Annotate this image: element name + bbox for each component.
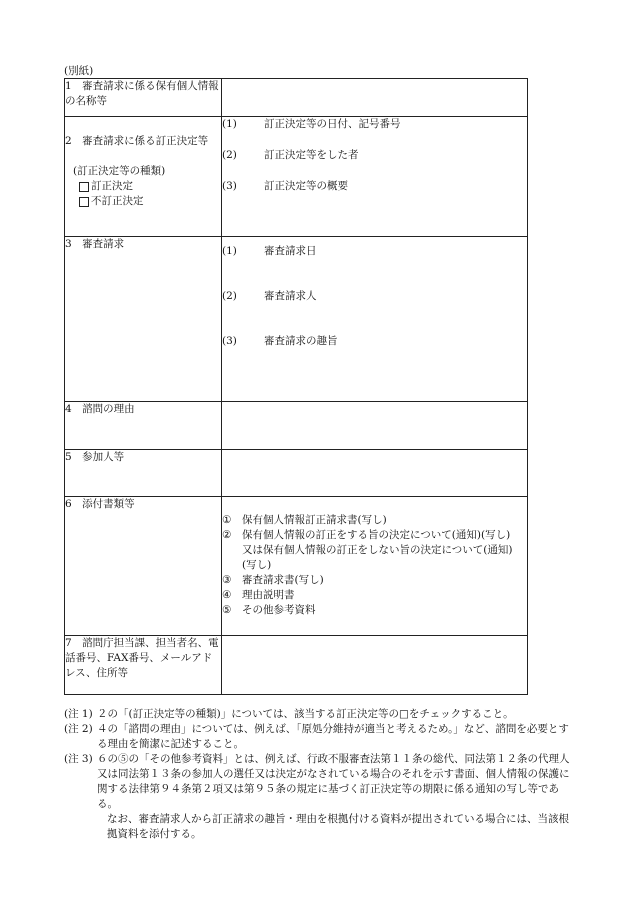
- note-text: [97, 722, 576, 752]
- row-6-value: [222, 497, 528, 636]
- note-3: [64, 752, 576, 842]
- doc-item-text: 保有個人情報の訂正をする旨の決定について(通知)(写し)又は保有個人情報の訂正をしない旨の決定について(通知)(写し): [242, 529, 513, 571]
- doc-item: [222, 513, 513, 528]
- note-label: (注 2): [64, 723, 93, 735]
- note-paragraph: ２の「(訂正決定等の種類)」については、該当する訂正決定等の□をチェックすること。: [97, 708, 514, 720]
- row-1-value[interactable]: [222, 79, 528, 117]
- form-row-1: [65, 79, 528, 117]
- doc-item-text: その他参考資料: [242, 604, 316, 616]
- row-2-label-cell: [65, 117, 222, 237]
- checkbox-label: 訂正決定: [91, 180, 133, 192]
- sub-item-text: 審査請求人: [264, 290, 317, 302]
- row-2-label: 2 審査請求に係る訂正決定等: [65, 135, 209, 147]
- note-paragraph: ６の⑤の「その他参考資料」とは、例えば、行政不服審査法第１１条の総代、同法第１２条の代理人又は同法第１３条の参加人の選任又は決定がなされている場合のそれを示す書面、個人情報の保護に関する法律第９４条第２項又は第９５条の規定に基づく訂正決定等の期限に係る通知の写し等である。: [97, 753, 570, 810]
- note-paragraph: ４の「諮問の理由」については、例えば、「原処分維持が適当と考えるため。」など、諮問を必要とする理由を簡潔に記述すること。: [97, 723, 569, 750]
- form-row-6: [65, 497, 528, 636]
- row-4-value[interactable]: [222, 402, 528, 450]
- sub-item-text: 訂正決定等の概要: [264, 180, 348, 192]
- sub-item-num: (1): [222, 245, 237, 257]
- row-2-value: [222, 117, 528, 237]
- row-7-label: 7 諮問庁担当課、担当者名、電話番号、FAX番号、メールアドレス、住所等: [65, 636, 222, 695]
- row-5-label: 5 参加人等: [65, 450, 222, 497]
- attachment-label: (別紙): [64, 65, 94, 77]
- note-2: [64, 722, 576, 752]
- sub-item-num: (1): [222, 118, 237, 130]
- form-row-4: [65, 402, 528, 450]
- doc-item-text: 審査請求書(写し): [242, 574, 324, 586]
- doc-item-mark: ⑤: [222, 604, 232, 616]
- checkbox-non-correction-decision[interactable]: [79, 194, 221, 209]
- sub-item-text: 訂正決定等の日付、記号番号: [264, 118, 401, 130]
- checkbox-icon[interactable]: [79, 182, 89, 192]
- doc-item: [222, 573, 513, 588]
- decision-type-heading: (訂正決定等の種類): [73, 165, 166, 177]
- note-text: [97, 752, 576, 842]
- sub-item-text: 審査請求の趣旨: [264, 335, 338, 347]
- row-3-label: 3 審査請求: [65, 237, 222, 402]
- doc-item-text: 理由説明書: [242, 589, 295, 601]
- doc-item: [222, 603, 513, 618]
- sub-item-num: (3): [222, 335, 237, 347]
- sub-item-num: (3): [222, 180, 237, 192]
- sub-item-text: 審査請求日: [264, 245, 317, 257]
- notes-section: [64, 707, 576, 842]
- sub-item-text: 訂正決定等をした者: [264, 149, 359, 161]
- doc-item-mark: ②: [222, 529, 232, 541]
- doc-item-mark: ④: [222, 589, 232, 601]
- consultation-form-table: [64, 78, 528, 695]
- sub-item: [222, 148, 527, 163]
- sub-item: [222, 179, 527, 194]
- row-5-value[interactable]: [222, 450, 528, 497]
- sub-item: [222, 117, 527, 132]
- note-label: (注 3): [64, 753, 93, 765]
- doc-item-text: 保有個人情報訂正請求書(写し): [242, 514, 387, 526]
- form-row-5: [65, 450, 528, 497]
- form-row-3: [65, 237, 528, 402]
- row-6-label: 6 添付書類等: [65, 497, 222, 636]
- note-1: [64, 707, 576, 722]
- doc-item-mark: ①: [222, 514, 232, 526]
- doc-item: [222, 588, 513, 603]
- doc-item: [222, 528, 513, 573]
- sub-item: [222, 289, 527, 304]
- doc-item-mark: ③: [222, 574, 232, 586]
- sub-item: [222, 244, 527, 259]
- note-text: [97, 707, 576, 722]
- row-1-label: 1 審査請求に係る保有個人情報の名称等: [65, 79, 222, 117]
- row-3-value: [222, 237, 528, 402]
- form-row-2: [65, 117, 528, 237]
- form-row-7: [65, 636, 528, 695]
- row-4-label: 4 諮問の理由: [65, 402, 222, 450]
- note-label: (注 1): [64, 708, 93, 720]
- checkbox-icon[interactable]: [79, 197, 89, 207]
- sub-item-num: (2): [222, 149, 237, 161]
- row-7-value[interactable]: [222, 636, 528, 695]
- sub-item-num: (2): [222, 290, 237, 302]
- sub-item: [222, 334, 527, 349]
- checkbox-correction-decision[interactable]: [79, 179, 221, 194]
- note-paragraph: なお、審査請求人から訂正請求の趣旨・理由を根拠付ける資料が提出されている場合には、当該根拠資料を添付する。: [107, 813, 569, 840]
- checkbox-label: 不訂正決定: [91, 195, 144, 207]
